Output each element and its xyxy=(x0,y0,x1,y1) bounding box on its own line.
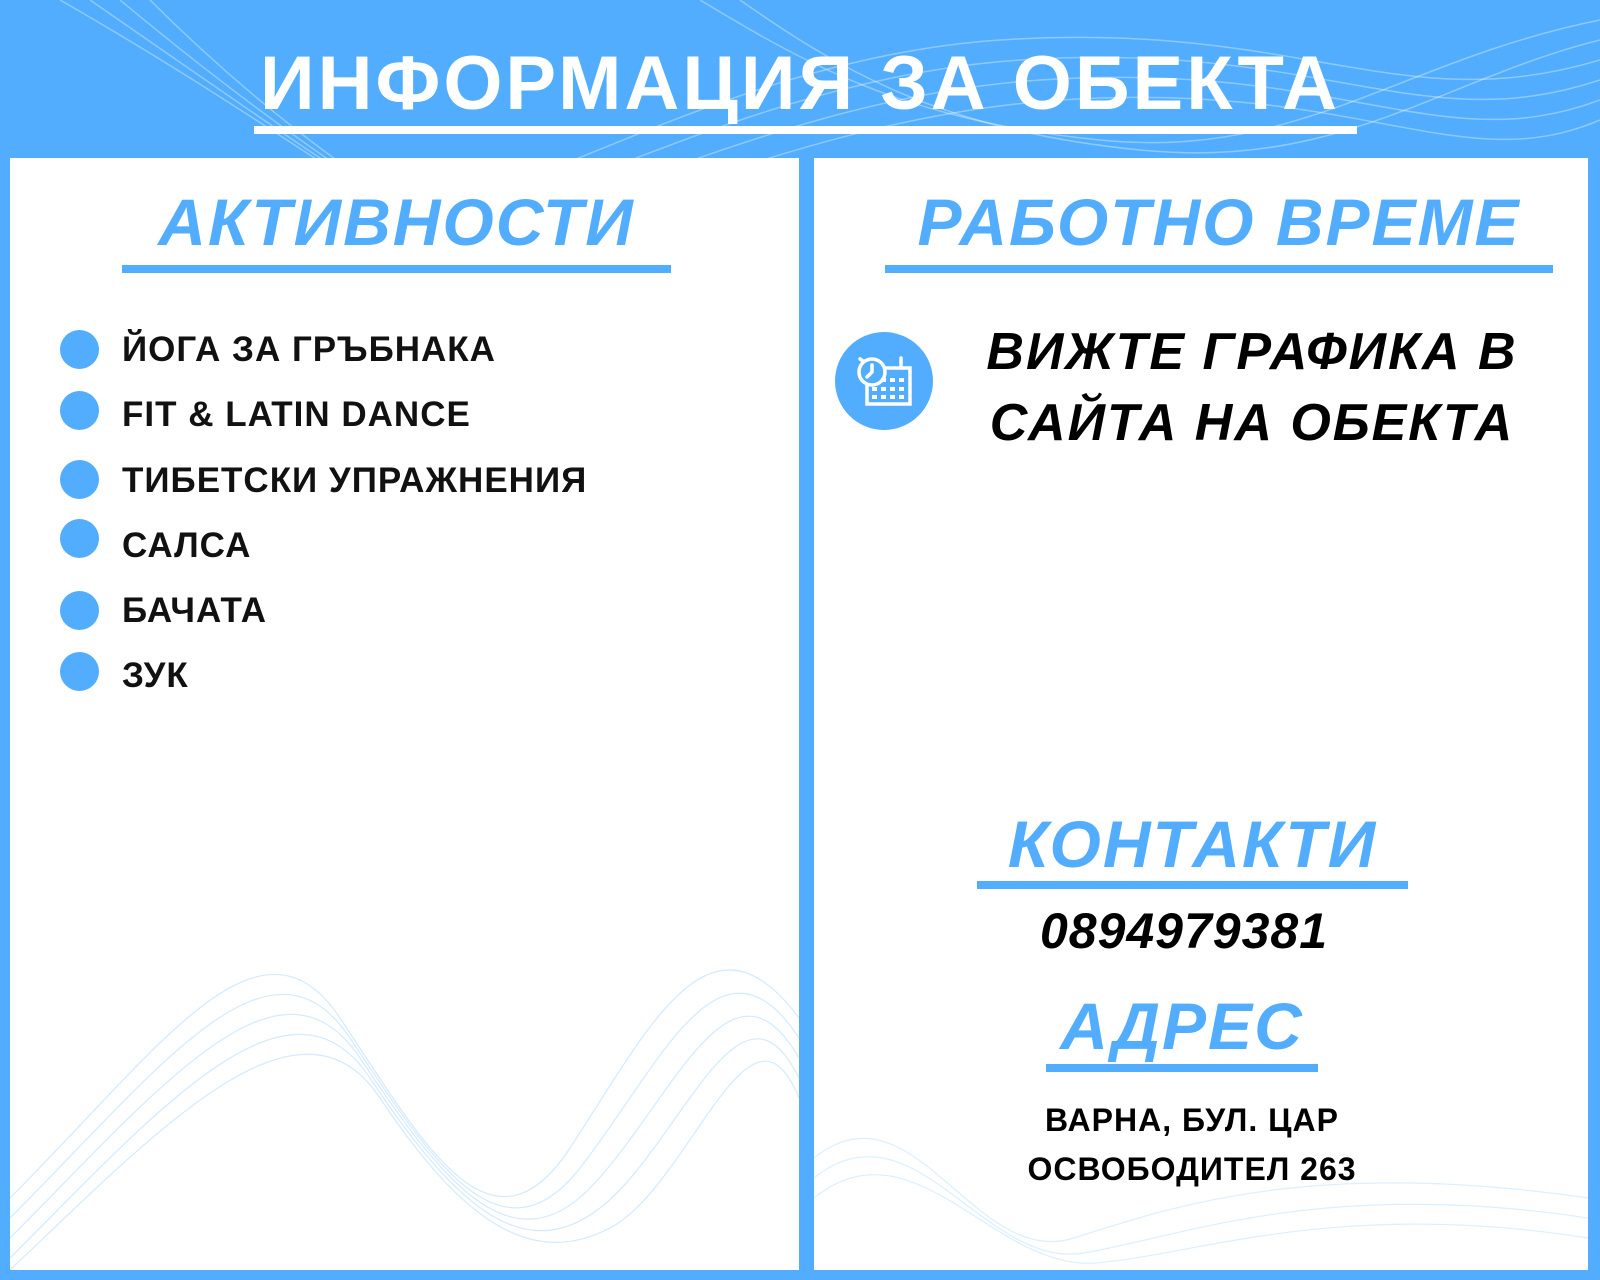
activity-item: ЗУК xyxy=(122,656,189,695)
address-heading: АДРЕС xyxy=(1060,989,1304,1063)
schedule-note-line2: САЙТА НА ОБЕКТА xyxy=(989,394,1515,452)
activity-item: FIT & LATIN DANCE xyxy=(122,395,471,434)
bullet-icon xyxy=(60,652,99,691)
page-title: ИНФОРМАЦИЯ ЗА ОБЕКТА xyxy=(259,41,1341,126)
activity-item: САЛСА xyxy=(122,526,252,565)
bullet-icon xyxy=(60,460,99,499)
address-underline xyxy=(1046,1064,1318,1072)
contacts-heading: КОНТАКТИ xyxy=(1007,807,1378,881)
phone-number[interactable]: 0894979381 xyxy=(1039,903,1329,959)
hours-underline xyxy=(885,265,1553,273)
title-underline xyxy=(254,126,1357,134)
address-line1: ВАРНА, БУЛ. ЦАР xyxy=(1045,1102,1339,1138)
bullet-icon xyxy=(60,330,99,369)
schedule-note-line1: ВИЖТЕ ГРАФИКА В xyxy=(986,323,1518,381)
bullet-icon xyxy=(60,591,99,630)
activity-item: ТИБЕТСКИ УПРАЖНЕНИЯ xyxy=(122,461,588,500)
activities-underline xyxy=(122,265,671,273)
contacts-underline xyxy=(977,881,1408,889)
hours-heading: РАБОТНО ВРЕМЕ xyxy=(917,185,1521,259)
activity-item: БАЧАТА xyxy=(122,591,268,630)
activity-item: ЙОГА ЗА ГРЪБНАКА xyxy=(122,330,496,369)
address-line2: ОСВОБОДИТЕЛ 263 xyxy=(1027,1151,1357,1187)
activities-panel xyxy=(10,158,799,1270)
activities-heading: АКТИВНОСТИ xyxy=(158,185,635,259)
bullet-icon xyxy=(60,519,99,558)
bullet-icon xyxy=(60,391,99,430)
panel-wave-decoration xyxy=(10,898,799,1270)
